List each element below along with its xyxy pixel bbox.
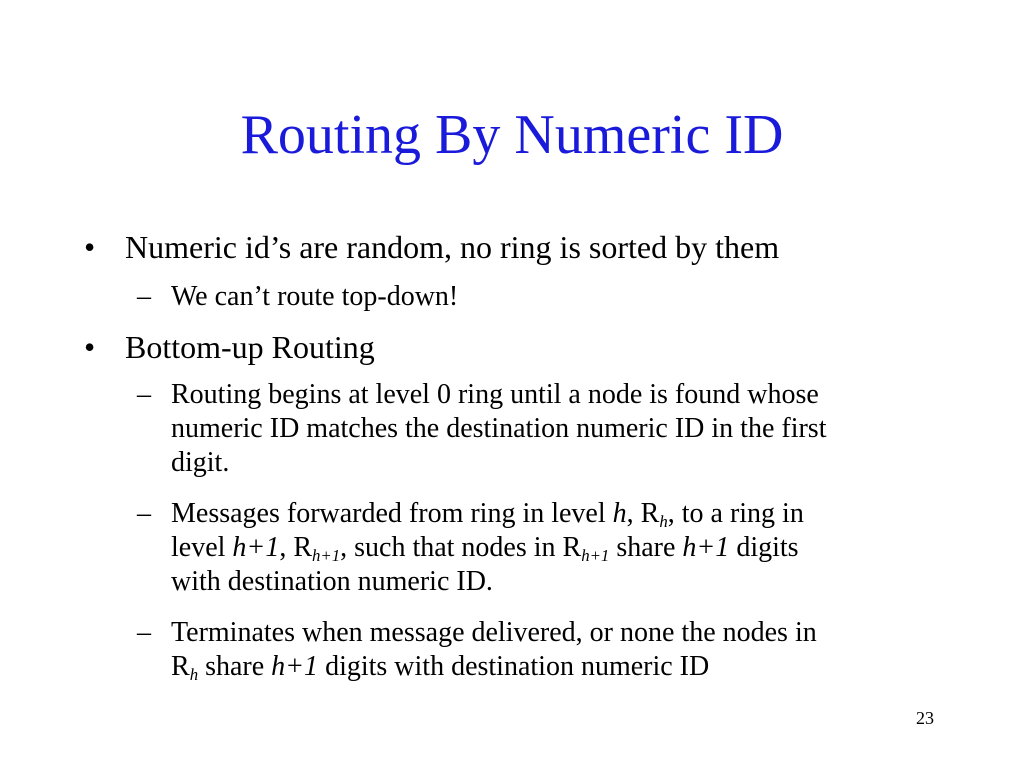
- text-run: digits: [729, 532, 799, 563]
- text-run: level: [171, 532, 233, 563]
- sub-bullet-text: [171, 616, 981, 684]
- text-run: R: [171, 651, 190, 682]
- text-run: , such that nodes in R: [340, 532, 582, 563]
- bullet-marker: •: [84, 229, 96, 265]
- bullet-text: Numeric id’s are random, no ring is sorted by them: [125, 229, 780, 265]
- page-number: 23: [916, 708, 934, 728]
- subscript-h1: h+1: [581, 546, 610, 566]
- text-run: digits with destination numeric ID: [318, 651, 710, 682]
- math-var-h1: h+1: [682, 532, 730, 563]
- text-run: share: [609, 532, 683, 563]
- dash-marker: –: [137, 617, 151, 648]
- sub-bullet-text: [171, 378, 981, 480]
- math-var-h: h: [612, 498, 627, 529]
- sub-bullet-line: digit.: [171, 447, 230, 478]
- dash-marker: –: [137, 281, 151, 312]
- text-run: , R: [279, 532, 313, 563]
- text-run: , R: [626, 498, 660, 529]
- text-run: share: [198, 651, 272, 682]
- bullet-marker: •: [84, 329, 96, 365]
- sub-bullet-text: [171, 497, 981, 599]
- text-run: Messages forwarded from ring in level: [171, 498, 613, 529]
- subscript-h: h: [659, 512, 668, 532]
- dash-marker: –: [137, 498, 151, 529]
- subscript-h1: h+1: [312, 546, 341, 566]
- text-run: , to a ring in: [667, 498, 804, 529]
- sub-bullet-line: numeric ID matches the destination numeric ID in the first: [171, 413, 827, 444]
- math-var-h1: h+1: [232, 532, 280, 563]
- sub-bullet-line: Terminates when message delivered, or none the nodes in: [171, 617, 817, 648]
- dash-marker: –: [137, 379, 151, 410]
- sub-bullet-text: We can’t route top-down!: [171, 281, 459, 312]
- subscript-h: h: [189, 665, 199, 685]
- sub-bullet-line: Routing begins at level 0 ring until a node is found whose: [171, 379, 819, 410]
- bullet-text: Bottom-up Routing: [125, 329, 375, 365]
- sub-bullet-line: with destination numeric ID.: [171, 566, 493, 597]
- math-var-h1: h+1: [271, 651, 319, 682]
- slide-title: Routing By Numeric ID: [240, 104, 784, 166]
